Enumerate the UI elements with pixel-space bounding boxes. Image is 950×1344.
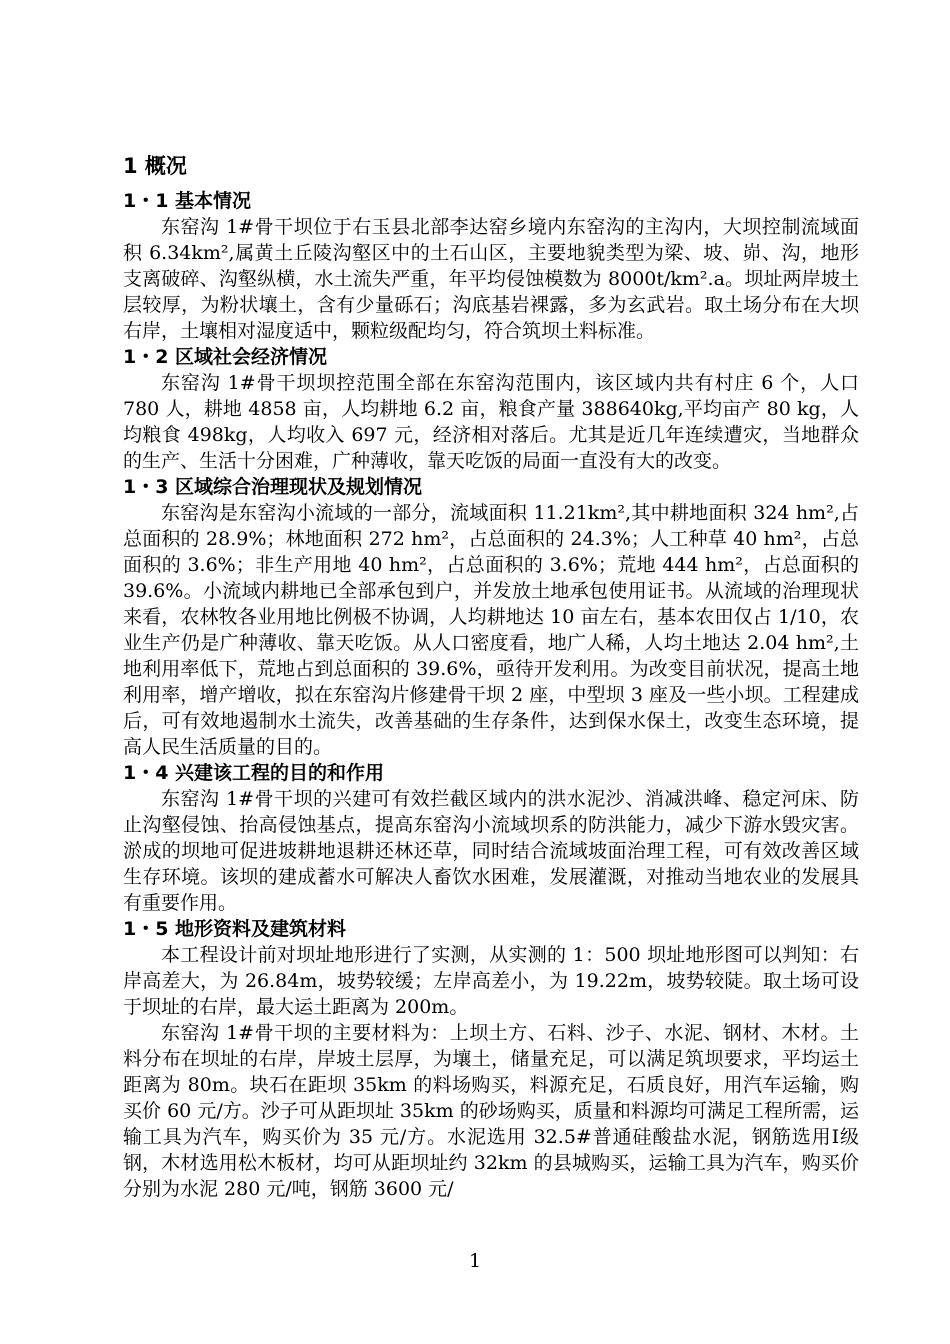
section-title-1-1: 1・1 基本情况 bbox=[123, 190, 252, 212]
section-title-1-3: 1・3 区域综合治理现状及规划情况 bbox=[123, 476, 423, 498]
chapter-title: 1 概况 bbox=[123, 154, 187, 178]
document-body bbox=[123, 150, 859, 1202]
section-1-4-paragraph: 东窑沟 1#骨干坝的兴建可有效拦截区域内的洪水泥沙、消减洪峰、稳定河床、防止沟壑侵蚀、抬高侵蚀基点，提高东窑沟小流域坝系的防洪能力，减少下游水毁灾害。淤成的坝地可促进坡耕地退耕还林还草，同时结合流域坡面治理工程，可有效改善区域生存环境。该坝的建成蓄水可解决人畜饮水困难，发展灌溉，对推动当地农业的发展具有重要作用。 bbox=[123, 788, 859, 914]
section-title-1-4: 1・4 兴建该工程的目的和作用 bbox=[123, 762, 385, 784]
section-1-1-paragraph: 东窑沟 1#骨干坝位于右玉县北部李达窑乡境内东窑沟的主沟内，大坝控制流域面积 6.34km²,属黄土丘陵沟壑区中的土石山区，主要地貌类型为梁、坡、峁、沟，地形支离破碎、沟壑纵横，水土流失严重，年平均侵蚀模数为 8000t/km².a。坝址两岸坡土层较厚，为粉状壤土，含有少量砾石；沟底基岩裸露，多为玄武岩。取土场分布在大坝右岸，土壤相对湿度适中，颗粒级配均匀，符合筑坝土料标准。 bbox=[123, 216, 859, 342]
section-1-5-paragraph-2: 东窑沟 1#骨干坝的主要材料为：上坝土方、石料、沙子、水泥、钢材、木材。土料分布在坝址的右岸，岸坡土层厚，为壤土，储量充足，可以满足筑坝要求，平均运土距离为 80m。块石在距坝 35km 的料场购买，料源充足，石质良好，用汽车运输，购买价 60 元/方。沙子可从距坝址 35km 的砂场购买，质量和料源均可满足工程所需，运输工具为汽车，购买价为 35 元/方。水泥选用 32.5#普通硅酸盐水泥，钢筋选用Ⅰ级钢，木材选用松木板材，均可从距坝址约 32km 的县城购买，运输工具为汽车，购买价分别为水泥 280 元/吨，钢筋 3600 元/ bbox=[123, 1022, 859, 1200]
section-1-3-paragraph: 东窑沟是东窑沟小流域的一部分，流域面积 11.21km²,其中耕地面积 324 hm²,占总面积的 28.9%；林地面积 272 hm²，占总面积的 24.3%；人工种草 40 hm²，占总面积的 3.6%；非生产用地 40 hm²，占总面积的 3.6%；荒地 444 hm²，占总面积的 39.6%。小流域内耕地已全部承包到户，并发放土地承包使用证书。从流域的治理现状来看，农林牧各业用地比例极不协调，人均耕地达 10 亩左右，基本农田仅占 1/10，农业生产仍是广种薄收、靠天吃饭。从人口密度看，地广人稀，人均土地达 2.04 hm²,土地利用率低下，荒地占到总面积的 39.6%，亟待开发利用。为改变目前状况，提高土地利用率，增产增收，拟在东窑沟片修建骨干坝 2 座，中型坝 3 座及一些小坝。工程建成后，可有效地遏制水土流失，改善基础的生存条件，达到保水保土，改变生态环境，提高人民生活质量的目的。 bbox=[123, 502, 859, 758]
page-number: 1 bbox=[468, 1250, 482, 1272]
section-1-5-paragraph-1: 本工程设计前对坝址地形进行了实测，从实测的 1：500 坝址地形图可以判知：右岸高差大，为 26.84m，坡势较缓；左岸高差小，为 19.22m，坡势较陡。取土场可设于坝址的右岸，最大运土距离为 200m。 bbox=[123, 944, 859, 1018]
section-1-2-paragraph: 东窑沟 1#骨干坝坝控范围全部在东窑沟范围内，该区域内共有村庄 6 个，人口 780 人，耕地 4858 亩，人均耕地 6.2 亩，粮食产量 388640kg,平均亩产 80 kg，人均粮食 498kg，人均收入 697 元，经济相对落后。尤其是近几年连续遭灾，当地群众的生产、生活十分困难，广种薄收，靠天吃饭的局面一直没有大的改变。 bbox=[123, 372, 859, 472]
section-title-1-2: 1・2 区域社会经济情况 bbox=[123, 346, 328, 368]
section-title-1-5: 1・5 地形资料及建筑材料 bbox=[123, 918, 347, 940]
